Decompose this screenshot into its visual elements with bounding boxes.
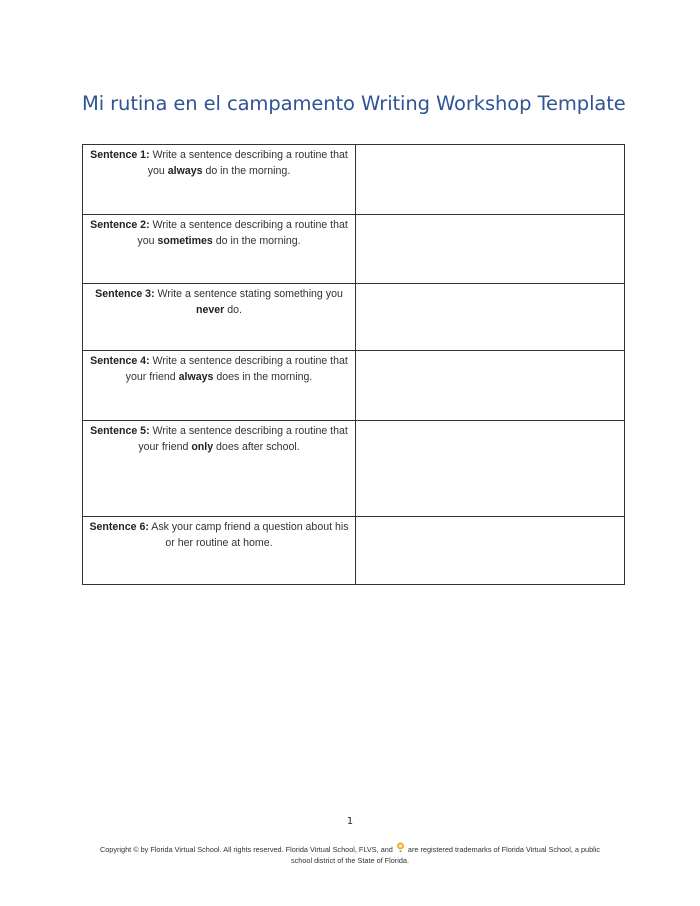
prompt-text: Write a sentence describing a routine that your friend	[125, 355, 348, 383]
table-row-sentence-1	[83, 145, 625, 215]
prompt-text: Write a sentence stating something you	[154, 288, 343, 300]
prompt-cell	[83, 145, 356, 215]
flvs-lightbulb-icon	[396, 842, 405, 854]
prompt-text: Ask your camp friend a question about his or her routine at home.	[148, 521, 349, 549]
answer-cell[interactable]	[356, 215, 625, 284]
table-row-sentence-6	[83, 517, 625, 585]
table-row-sentence-5	[83, 421, 625, 517]
prompt-cell	[83, 284, 356, 351]
prompt-keyword: always	[178, 371, 214, 383]
answer-cell[interactable]	[356, 421, 625, 517]
sentence-label: Sentence 2:	[90, 219, 150, 231]
prompt-text-end: does in the morning.	[213, 371, 313, 383]
answer-cell[interactable]	[356, 517, 625, 585]
prompt-text-end: do.	[224, 304, 242, 316]
prompt-keyword: sometimes	[157, 235, 213, 247]
answer-cell[interactable]	[356, 351, 625, 421]
sentence-label: Sentence 5:	[90, 425, 150, 437]
prompt-text-end: do in the morning.	[212, 235, 301, 247]
sentence-label: Sentence 4:	[90, 355, 150, 367]
table-row-sentence-2	[83, 215, 625, 284]
page-number: 1	[346, 816, 354, 827]
writing-template-table	[82, 144, 625, 585]
prompt-text: Write a sentence describing a routine that you	[147, 149, 348, 177]
prompt-keyword: always	[167, 165, 203, 177]
prompt-cell	[83, 215, 356, 284]
sentence-label: Sentence 3:	[95, 288, 155, 300]
sentence-label: Sentence 6:	[89, 521, 149, 533]
page-title: Mi rutina en el campamento Writing Workshop Template	[82, 92, 626, 115]
answer-cell[interactable]	[356, 145, 625, 215]
copyright-text-end: are registered trademarks of Florida Virtual School, a public school district of the State of Florida.	[290, 845, 601, 865]
prompt-text-end: does after school.	[213, 441, 300, 453]
table-row-sentence-3	[83, 284, 625, 351]
prompt-text-end: do in the morning.	[202, 165, 291, 177]
prompt-cell	[83, 421, 356, 517]
prompt-cell	[83, 351, 356, 421]
prompt-text: Write a sentence describing a routine that your friend	[138, 425, 348, 453]
prompt-keyword: never	[196, 304, 225, 316]
answer-cell[interactable]	[356, 284, 625, 351]
copyright-footer	[90, 842, 610, 866]
prompt-text: Write a sentence describing a routine that you	[137, 219, 348, 247]
sentence-label: Sentence 1:	[90, 149, 150, 161]
prompt-cell	[83, 517, 356, 585]
prompt-keyword: only	[191, 441, 214, 453]
copyright-text: Copyright © by Florida Virtual School. All rights reserved. Florida Virtual School, FLVS, and	[99, 845, 395, 854]
table-row-sentence-4	[83, 351, 625, 421]
